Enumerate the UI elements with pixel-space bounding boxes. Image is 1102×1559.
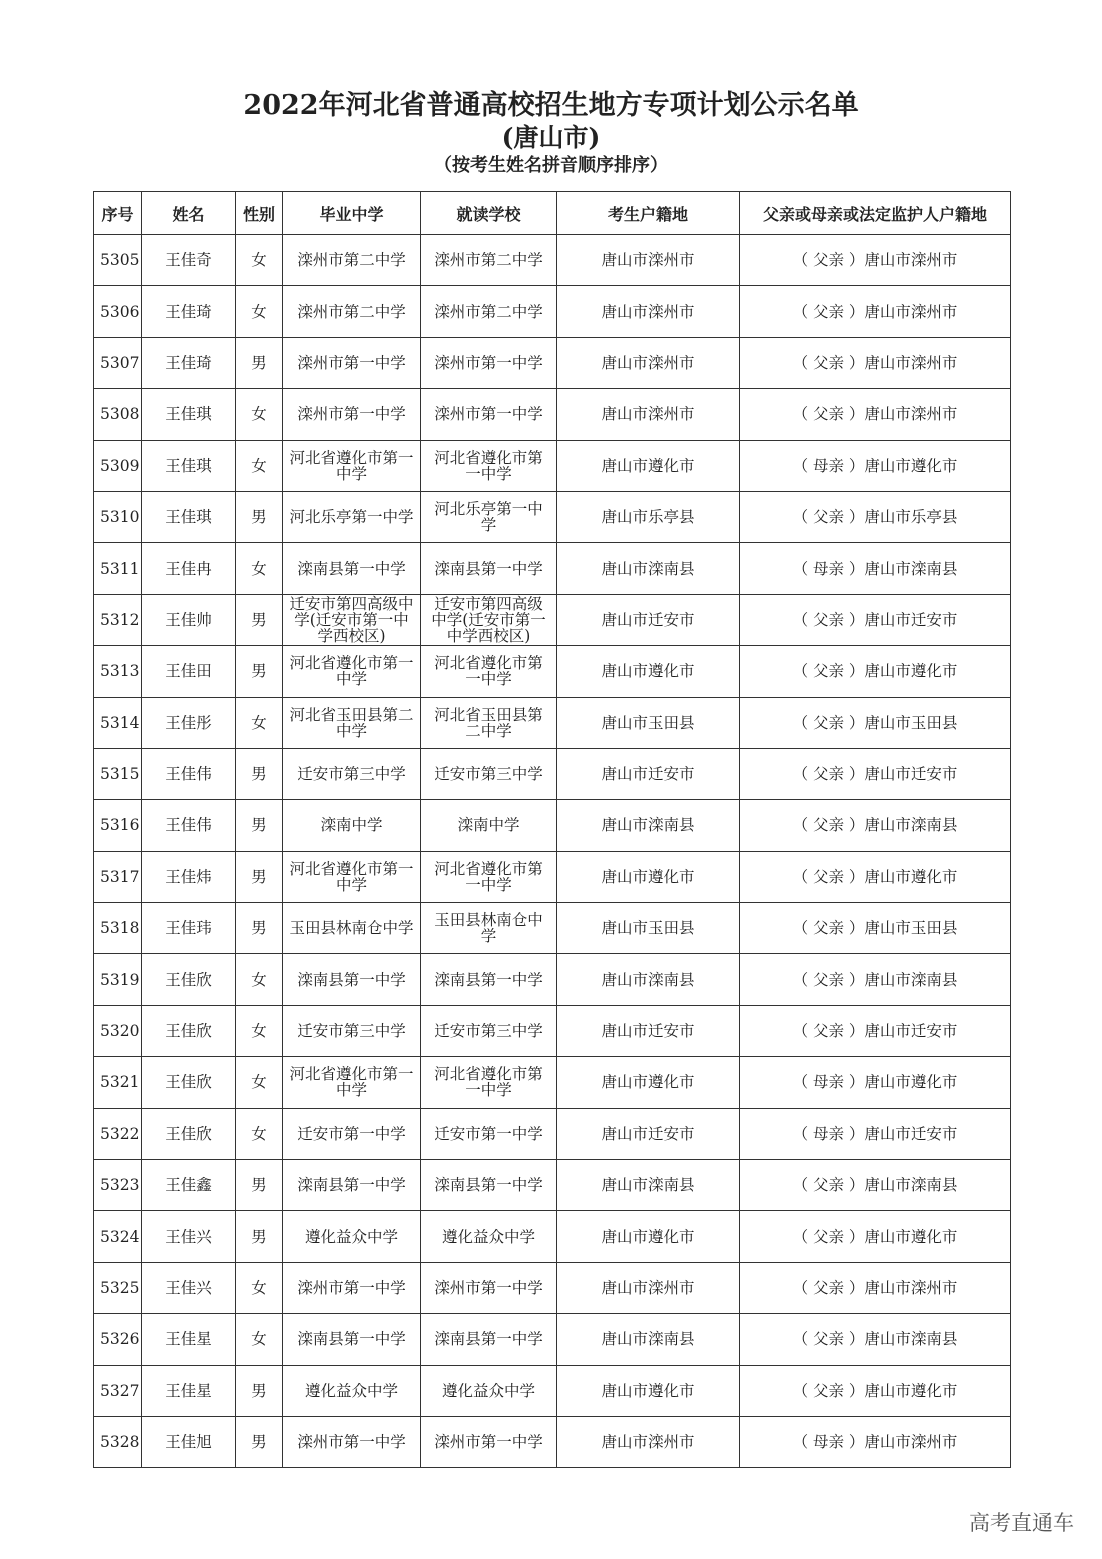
cell-student-hukou: 唐山市滦南县 <box>557 543 740 594</box>
cell-student-hukou: 唐山市乐亭县 <box>557 491 740 542</box>
cell-current-school: 河北省遵化市第一中学 <box>421 1057 557 1108</box>
cell-current-school: 滦南县第一中学 <box>421 1314 557 1365</box>
cell-guardian-hukou: （ 父亲 ）唐山市遵化市 <box>740 851 1011 902</box>
table-row <box>94 697 1011 748</box>
table-row <box>94 1365 1011 1416</box>
table-row <box>94 337 1011 388</box>
cell-student-hukou: 唐山市遵化市 <box>557 851 740 902</box>
cell-seq: 5324 <box>94 1211 142 1262</box>
cell-name: 王佳星 <box>142 1314 236 1365</box>
cell-current-school: 滦州市第一中学 <box>421 337 557 388</box>
cell-current-school: 滦南县第一中学 <box>421 543 557 594</box>
cell-student-hukou: 唐山市滦州市 <box>557 286 740 337</box>
cell-graduation-school: 滦州市第一中学 <box>283 389 421 440</box>
cell-seq: 5316 <box>94 800 142 851</box>
cell-graduation-school: 遵化益众中学 <box>283 1211 421 1262</box>
cell-current-school: 河北省玉田县第二中学 <box>421 697 557 748</box>
table-row <box>94 954 1011 1005</box>
cell-student-hukou: 唐山市滦南县 <box>557 800 740 851</box>
cell-seq: 5311 <box>94 543 142 594</box>
cell-current-school: 河北乐亭第一中学 <box>421 491 557 542</box>
cell-name: 王佳奇 <box>142 235 236 286</box>
cell-seq: 5315 <box>94 748 142 799</box>
cell-graduation-school: 滦南县第一中学 <box>283 954 421 1005</box>
cell-name: 王佳伟 <box>142 800 236 851</box>
cell-graduation-school: 滦南县第一中学 <box>283 1314 421 1365</box>
cell-guardian-hukou: （ 父亲 ）唐山市玉田县 <box>740 697 1011 748</box>
cell-gender: 男 <box>236 491 283 542</box>
cell-guardian-hukou: （ 父亲 ）唐山市迁安市 <box>740 594 1011 645</box>
table-row <box>94 903 1011 954</box>
cell-gender: 男 <box>236 903 283 954</box>
cell-seq: 5313 <box>94 646 142 697</box>
cell-seq: 5306 <box>94 286 142 337</box>
table-row <box>94 851 1011 902</box>
table-row <box>94 491 1011 542</box>
cell-gender: 男 <box>236 851 283 902</box>
cell-guardian-hukou: （ 母亲 ）唐山市滦州市 <box>740 1416 1011 1467</box>
cell-gender: 男 <box>236 800 283 851</box>
cell-current-school: 河北省遵化市第一中学 <box>421 851 557 902</box>
cell-gender: 女 <box>236 954 283 1005</box>
cell-student-hukou: 唐山市滦州市 <box>557 389 740 440</box>
cell-graduation-school: 河北省玉田县第二中学 <box>283 697 421 748</box>
cell-gender: 女 <box>236 697 283 748</box>
cell-student-hukou: 唐山市迁安市 <box>557 1108 740 1159</box>
cell-guardian-hukou: （ 父亲 ）唐山市遵化市 <box>740 646 1011 697</box>
table-row <box>94 1314 1011 1365</box>
cell-current-school: 滦州市第二中学 <box>421 286 557 337</box>
cell-current-school: 滦南县第一中学 <box>421 1160 557 1211</box>
cell-student-hukou: 唐山市滦州市 <box>557 235 740 286</box>
cell-name: 王佳琦 <box>142 337 236 388</box>
cell-guardian-hukou: （ 父亲 ）唐山市遵化市 <box>740 1365 1011 1416</box>
cell-graduation-school: 遵化益众中学 <box>283 1365 421 1416</box>
table-row <box>94 235 1011 286</box>
cell-guardian-hukou: （ 父亲 ）唐山市迁安市 <box>740 748 1011 799</box>
cell-graduation-school: 河北省遵化市第一中学 <box>283 851 421 902</box>
table-row <box>94 1211 1011 1262</box>
cell-student-hukou: 唐山市滦南县 <box>557 954 740 1005</box>
header-seq: 序号 <box>94 192 142 235</box>
cell-gender: 男 <box>236 1160 283 1211</box>
cell-current-school: 滦州市第二中学 <box>421 235 557 286</box>
table-row <box>94 543 1011 594</box>
cell-guardian-hukou: （ 父亲 ）唐山市遵化市 <box>740 1211 1011 1262</box>
cell-guardian-hukou: （ 父亲 ）唐山市滦南县 <box>740 1314 1011 1365</box>
cell-seq: 5327 <box>94 1365 142 1416</box>
cell-name: 王佳田 <box>142 646 236 697</box>
cell-current-school: 河北省遵化市第一中学 <box>421 440 557 491</box>
cell-guardian-hukou: （ 父亲 ）唐山市滦南县 <box>740 1160 1011 1211</box>
cell-graduation-school: 迁安市第一中学 <box>283 1108 421 1159</box>
cell-graduation-school: 河北省遵化市第一中学 <box>283 646 421 697</box>
cell-gender: 男 <box>236 748 283 799</box>
table-row <box>94 748 1011 799</box>
document-subtitle-note: （按考生姓名拼音顺序排序） <box>434 155 668 176</box>
cell-name: 王佳欣 <box>142 1005 236 1056</box>
cell-student-hukou: 唐山市迁安市 <box>557 1005 740 1056</box>
cell-current-school: 遵化益众中学 <box>421 1365 557 1416</box>
cell-name: 王佳欣 <box>142 1057 236 1108</box>
cell-gender: 女 <box>236 286 283 337</box>
cell-graduation-school: 迁安市第三中学 <box>283 1005 421 1056</box>
cell-current-school: 遵化益众中学 <box>421 1211 557 1262</box>
cell-student-hukou: 唐山市滦州市 <box>557 1262 740 1313</box>
cell-student-hukou: 唐山市玉田县 <box>557 697 740 748</box>
header-name: 姓名 <box>142 192 236 235</box>
table-row <box>94 1005 1011 1056</box>
header-graduation-school: 毕业中学 <box>283 192 421 235</box>
cell-guardian-hukou: （ 父亲 ）唐山市滦南县 <box>740 954 1011 1005</box>
table-row <box>94 1108 1011 1159</box>
cell-gender: 男 <box>236 594 283 645</box>
cell-seq: 5328 <box>94 1416 142 1467</box>
cell-gender: 女 <box>236 440 283 491</box>
cell-name: 王佳玮 <box>142 903 236 954</box>
cell-current-school: 迁安市第三中学 <box>421 1005 557 1056</box>
cell-guardian-hukou: （ 父亲 ）唐山市滦南县 <box>740 800 1011 851</box>
table-row <box>94 1160 1011 1211</box>
cell-name: 王佳炜 <box>142 851 236 902</box>
cell-current-school: 玉田县林南仓中学 <box>421 903 557 954</box>
cell-seq: 5309 <box>94 440 142 491</box>
cell-current-school: 滦州市第一中学 <box>421 1416 557 1467</box>
cell-current-school: 迁安市第三中学 <box>421 748 557 799</box>
cell-guardian-hukou: （ 父亲 ）唐山市滦州市 <box>740 389 1011 440</box>
cell-name: 王佳彤 <box>142 697 236 748</box>
header-current-school: 就读学校 <box>421 192 557 235</box>
document-title: 2022年河北省普通高校招生地方专项计划公示名单 <box>243 90 859 121</box>
cell-student-hukou: 唐山市迁安市 <box>557 748 740 799</box>
cell-guardian-hukou: （ 父亲 ）唐山市乐亭县 <box>740 491 1011 542</box>
table-row <box>94 800 1011 851</box>
cell-seq: 5326 <box>94 1314 142 1365</box>
cell-gender: 男 <box>236 1416 283 1467</box>
cell-name: 王佳琪 <box>142 389 236 440</box>
cell-name: 王佳琪 <box>142 440 236 491</box>
cell-student-hukou: 唐山市迁安市 <box>557 594 740 645</box>
cell-graduation-school: 迁安市第三中学 <box>283 748 421 799</box>
cell-current-school: 滦南中学 <box>421 800 557 851</box>
cell-name: 王佳帅 <box>142 594 236 645</box>
cell-graduation-school: 河北省遵化市第一中学 <box>283 440 421 491</box>
cell-graduation-school: 滦州市第二中学 <box>283 235 421 286</box>
cell-seq: 5317 <box>94 851 142 902</box>
cell-gender: 女 <box>236 389 283 440</box>
cell-name: 王佳欣 <box>142 1108 236 1159</box>
cell-gender: 女 <box>236 1314 283 1365</box>
cell-graduation-school: 迁安市第四高级中学(迁安市第一中学西校区) <box>283 594 421 645</box>
cell-name: 王佳伟 <box>142 748 236 799</box>
cell-gender: 男 <box>236 1365 283 1416</box>
cell-student-hukou: 唐山市遵化市 <box>557 440 740 491</box>
table-row <box>94 646 1011 697</box>
cell-guardian-hukou: （ 母亲 ）唐山市遵化市 <box>740 1057 1011 1108</box>
cell-student-hukou: 唐山市滦州市 <box>557 337 740 388</box>
cell-student-hukou: 唐山市滦州市 <box>557 1416 740 1467</box>
header-gender: 性别 <box>236 192 283 235</box>
cell-current-school: 滦州市第一中学 <box>421 1262 557 1313</box>
cell-graduation-school: 滦南县第一中学 <box>283 543 421 594</box>
cell-seq: 5323 <box>94 1160 142 1211</box>
table-row <box>94 1262 1011 1313</box>
cell-gender: 女 <box>236 1005 283 1056</box>
cell-seq: 5325 <box>94 1262 142 1313</box>
cell-seq: 5321 <box>94 1057 142 1108</box>
cell-current-school: 迁安市第四高级中学(迁安市第一中学西校区) <box>421 594 557 645</box>
roster-table <box>93 191 1011 1468</box>
cell-current-school: 滦州市第一中学 <box>421 389 557 440</box>
cell-guardian-hukou: （ 母亲 ）唐山市滦南县 <box>740 543 1011 594</box>
cell-guardian-hukou: （ 父亲 ）唐山市滦州市 <box>740 286 1011 337</box>
cell-name: 王佳琦 <box>142 286 236 337</box>
cell-student-hukou: 唐山市遵化市 <box>557 1057 740 1108</box>
cell-graduation-school: 玉田县林南仓中学 <box>283 903 421 954</box>
header-guardian-hukou: 父亲或母亲或法定监护人户籍地 <box>740 192 1011 235</box>
cell-guardian-hukou: （ 父亲 ）唐山市迁安市 <box>740 1005 1011 1056</box>
cell-graduation-school: 滦州市第一中学 <box>283 337 421 388</box>
cell-graduation-school: 滦州市第二中学 <box>283 286 421 337</box>
cell-seq: 5318 <box>94 903 142 954</box>
cell-graduation-school: 滦南县第一中学 <box>283 1160 421 1211</box>
table-row <box>94 389 1011 440</box>
table-header-row <box>94 192 1011 235</box>
cell-graduation-school: 滦州市第一中学 <box>283 1416 421 1467</box>
cell-seq: 5305 <box>94 235 142 286</box>
cell-current-school: 滦南县第一中学 <box>421 954 557 1005</box>
cell-current-school: 河北省遵化市第一中学 <box>421 646 557 697</box>
cell-name: 王佳旭 <box>142 1416 236 1467</box>
cell-seq: 5310 <box>94 491 142 542</box>
cell-name: 王佳鑫 <box>142 1160 236 1211</box>
cell-guardian-hukou: （ 父亲 ）唐山市滦州市 <box>740 235 1011 286</box>
cell-guardian-hukou: （ 父亲 ）唐山市滦州市 <box>740 1262 1011 1313</box>
cell-graduation-school: 滦州市第一中学 <box>283 1262 421 1313</box>
cell-seq: 5322 <box>94 1108 142 1159</box>
cell-name: 王佳欣 <box>142 954 236 1005</box>
table-row <box>94 1416 1011 1467</box>
cell-seq: 5312 <box>94 594 142 645</box>
cell-name: 王佳冉 <box>142 543 236 594</box>
cell-guardian-hukou: （ 父亲 ）唐山市玉田县 <box>740 903 1011 954</box>
cell-student-hukou: 唐山市遵化市 <box>557 646 740 697</box>
cell-name: 王佳兴 <box>142 1211 236 1262</box>
cell-student-hukou: 唐山市遵化市 <box>557 1211 740 1262</box>
cell-graduation-school: 滦南中学 <box>283 800 421 851</box>
cell-seq: 5314 <box>94 697 142 748</box>
table-body <box>94 235 1011 1468</box>
cell-student-hukou: 唐山市玉田县 <box>557 903 740 954</box>
cell-seq: 5308 <box>94 389 142 440</box>
table-row <box>94 594 1011 645</box>
cell-name: 王佳兴 <box>142 1262 236 1313</box>
cell-seq: 5320 <box>94 1005 142 1056</box>
cell-current-school: 迁安市第一中学 <box>421 1108 557 1159</box>
header-student-hukou: 考生户籍地 <box>557 192 740 235</box>
cell-gender: 男 <box>236 1211 283 1262</box>
table-row <box>94 286 1011 337</box>
watermark-text: 高考直通车 <box>969 1511 1074 1535</box>
cell-gender: 女 <box>236 1057 283 1108</box>
cell-gender: 女 <box>236 543 283 594</box>
cell-gender: 男 <box>236 646 283 697</box>
table-row <box>94 440 1011 491</box>
cell-gender: 男 <box>236 337 283 388</box>
cell-student-hukou: 唐山市滦南县 <box>557 1160 740 1211</box>
cell-seq: 5307 <box>94 337 142 388</box>
table-row <box>94 1057 1011 1108</box>
cell-gender: 女 <box>236 1262 283 1313</box>
cell-guardian-hukou: （ 母亲 ）唐山市迁安市 <box>740 1108 1011 1159</box>
cell-guardian-hukou: （ 父亲 ）唐山市滦州市 <box>740 337 1011 388</box>
cell-gender: 女 <box>236 235 283 286</box>
cell-student-hukou: 唐山市遵化市 <box>557 1365 740 1416</box>
cell-graduation-school: 河北省遵化市第一中学 <box>283 1057 421 1108</box>
cell-name: 王佳星 <box>142 1365 236 1416</box>
cell-seq: 5319 <box>94 954 142 1005</box>
cell-student-hukou: 唐山市滦南县 <box>557 1314 740 1365</box>
cell-graduation-school: 河北乐亭第一中学 <box>283 491 421 542</box>
cell-gender: 女 <box>236 1108 283 1159</box>
document-subtitle-city: (唐山市) <box>501 123 601 152</box>
cell-guardian-hukou: （ 母亲 ）唐山市遵化市 <box>740 440 1011 491</box>
cell-name: 王佳琪 <box>142 491 236 542</box>
